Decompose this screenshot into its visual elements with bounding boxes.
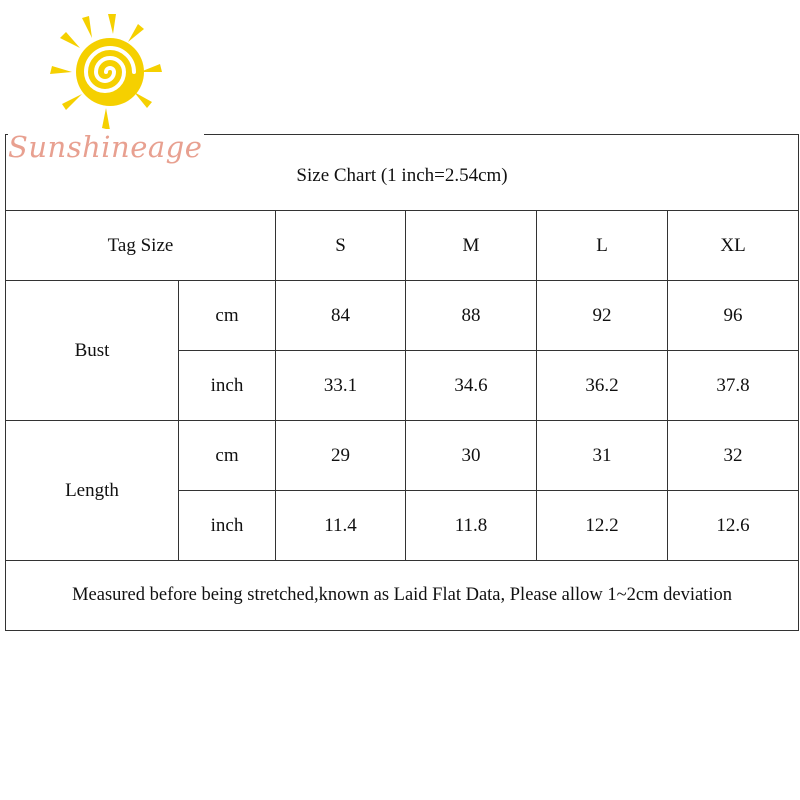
tag-size-label: Tag Size	[6, 211, 276, 281]
table-cell: 37.8	[668, 351, 799, 421]
chart-title: Size Chart (1 inch=2.54cm)	[6, 135, 799, 211]
table-cell: 32	[668, 421, 799, 491]
table-cell: 88	[406, 281, 537, 351]
measurement-note: Measured before being stretched,known as Laid Flat Data, Please allow 1~2cm deviation	[6, 561, 799, 631]
table-cell: 84	[276, 281, 406, 351]
size-header: S	[276, 211, 406, 281]
size-chart-table	[5, 134, 799, 631]
unit-label: cm	[179, 421, 276, 491]
row-label-length: Length	[6, 421, 179, 561]
table-cell: 33.1	[276, 351, 406, 421]
table-cell: 12.6	[668, 491, 799, 561]
table-cell: 11.8	[406, 491, 537, 561]
size-header: XL	[668, 211, 799, 281]
size-header: L	[537, 211, 668, 281]
table-cell: 12.2	[537, 491, 668, 561]
size-header: M	[406, 211, 537, 281]
table-cell: 36.2	[537, 351, 668, 421]
row-label-bust: Bust	[6, 281, 179, 421]
table-cell: 92	[537, 281, 668, 351]
table-cell: 96	[668, 281, 799, 351]
table-cell: 11.4	[276, 491, 406, 561]
table-cell: 30	[406, 421, 537, 491]
unit-label: inch	[179, 351, 276, 421]
table-cell: 31	[537, 421, 668, 491]
brand-name: Sunshineage	[8, 130, 203, 164]
table-cell: 34.6	[406, 351, 537, 421]
unit-label: inch	[179, 491, 276, 561]
sun-swirl-icon	[40, 10, 180, 135]
table-cell: 29	[276, 421, 406, 491]
unit-label: cm	[179, 281, 276, 351]
